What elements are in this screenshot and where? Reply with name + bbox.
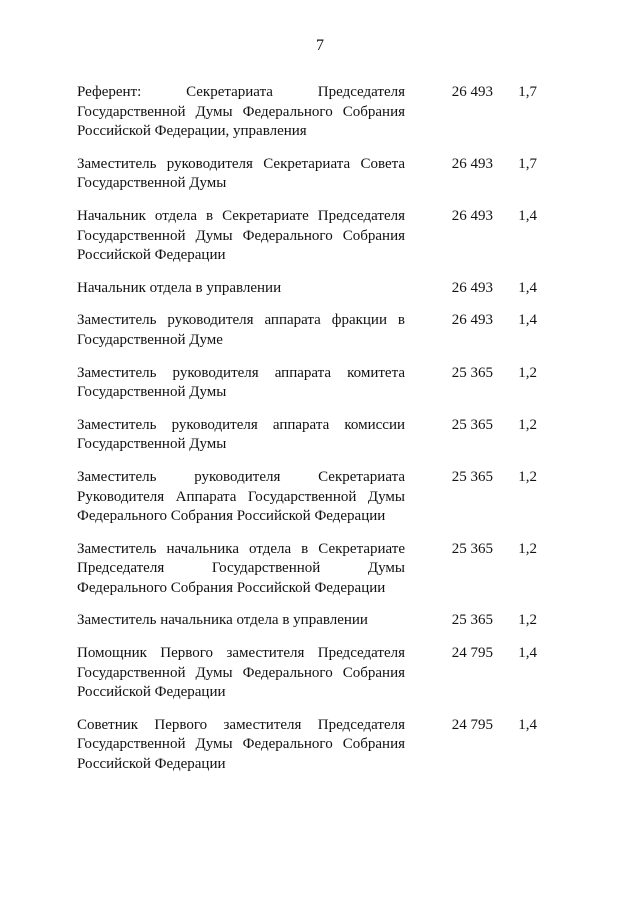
coefficient-value: 1,2 — [518, 416, 537, 433]
salary-value: 25 365 — [451, 416, 493, 433]
position-title: Заместитель начальника отдела в управлении — [77, 612, 368, 629]
position-title: Референт: Секретариата Председателя Государственной Думы Федерального Собрания Российской Федерации, управления — [77, 84, 405, 140]
coefficient-value: 1,4 — [518, 312, 537, 329]
position-title: Заместитель руководителя аппарата фракции в Государственной Думе — [77, 312, 405, 348]
salary-value: 25 365 — [451, 468, 493, 485]
coefficient-value: 1,2 — [518, 612, 537, 629]
table-row — [77, 540, 537, 599]
salary-value: 26 493 — [451, 84, 493, 100]
coefficient-value: 1,7 — [518, 84, 537, 100]
table-row — [77, 207, 537, 266]
position-title: Начальник отдела в управлении — [77, 279, 282, 296]
table-row — [77, 416, 537, 455]
page-number: 7 — [316, 37, 324, 54]
position-title: Начальник отдела в Секретариате Председателя Государственной Думы Федерального Собрания Российской Федерации — [77, 207, 405, 264]
coefficient-value: 1,4 — [518, 279, 537, 296]
salary-value: 25 365 — [451, 540, 493, 557]
coefficient-value: 1,2 — [518, 468, 537, 485]
position-title: Заместитель начальника отдела в Секретариате Председателя Государственной Думы Федерального Собрания Российской Федерации — [77, 540, 405, 596]
table-row — [77, 311, 537, 350]
position-title: Заместитель руководителя аппарата комиссии Государственной Думы — [77, 416, 405, 453]
salary-value: 26 493 — [451, 155, 493, 172]
position-title: Помощник Первого заместителя Председателя Государственной Думы Федерального Собрания Российской Федерации — [77, 645, 405, 701]
coefficient-value: 1,4 — [518, 645, 537, 662]
coefficient-value: 1,4 — [518, 716, 537, 733]
position-title: Заместитель руководителя аппарата комитета Государственной Думы — [77, 364, 405, 401]
table-row — [77, 716, 537, 775]
salary-value: 26 493 — [451, 312, 493, 329]
salary-value: 26 493 — [451, 279, 493, 296]
position-title: Заместитель руководителя Секретариата Совета Государственной Думы — [77, 155, 405, 192]
position-title: Заместитель руководителя Секретариата Руководителя Аппарата Государственной Думы Федерального Собрания Российской Федерации — [77, 468, 405, 525]
coefficient-value: 1,2 — [518, 540, 537, 557]
table-row — [77, 644, 537, 703]
salary-value: 26 493 — [451, 207, 493, 224]
coefficient-value: 1,2 — [518, 364, 537, 381]
table-row — [77, 279, 537, 299]
salary-value: 24 795 — [451, 645, 493, 662]
position-title: Советник Первого заместителя Председателя Государственной Думы Федерального Собрания Российской Федерации — [77, 716, 405, 773]
table-row — [77, 155, 537, 194]
table-row — [77, 83, 537, 142]
table-row — [77, 468, 537, 527]
table-row — [77, 364, 537, 403]
coefficient-value: 1,4 — [518, 207, 537, 224]
table-row — [77, 611, 537, 631]
coefficient-value: 1,7 — [518, 155, 537, 172]
salary-value: 25 365 — [451, 364, 493, 381]
salary-value: 24 795 — [451, 716, 493, 733]
salary-value: 25 365 — [451, 612, 493, 629]
salary-table — [77, 83, 537, 788]
